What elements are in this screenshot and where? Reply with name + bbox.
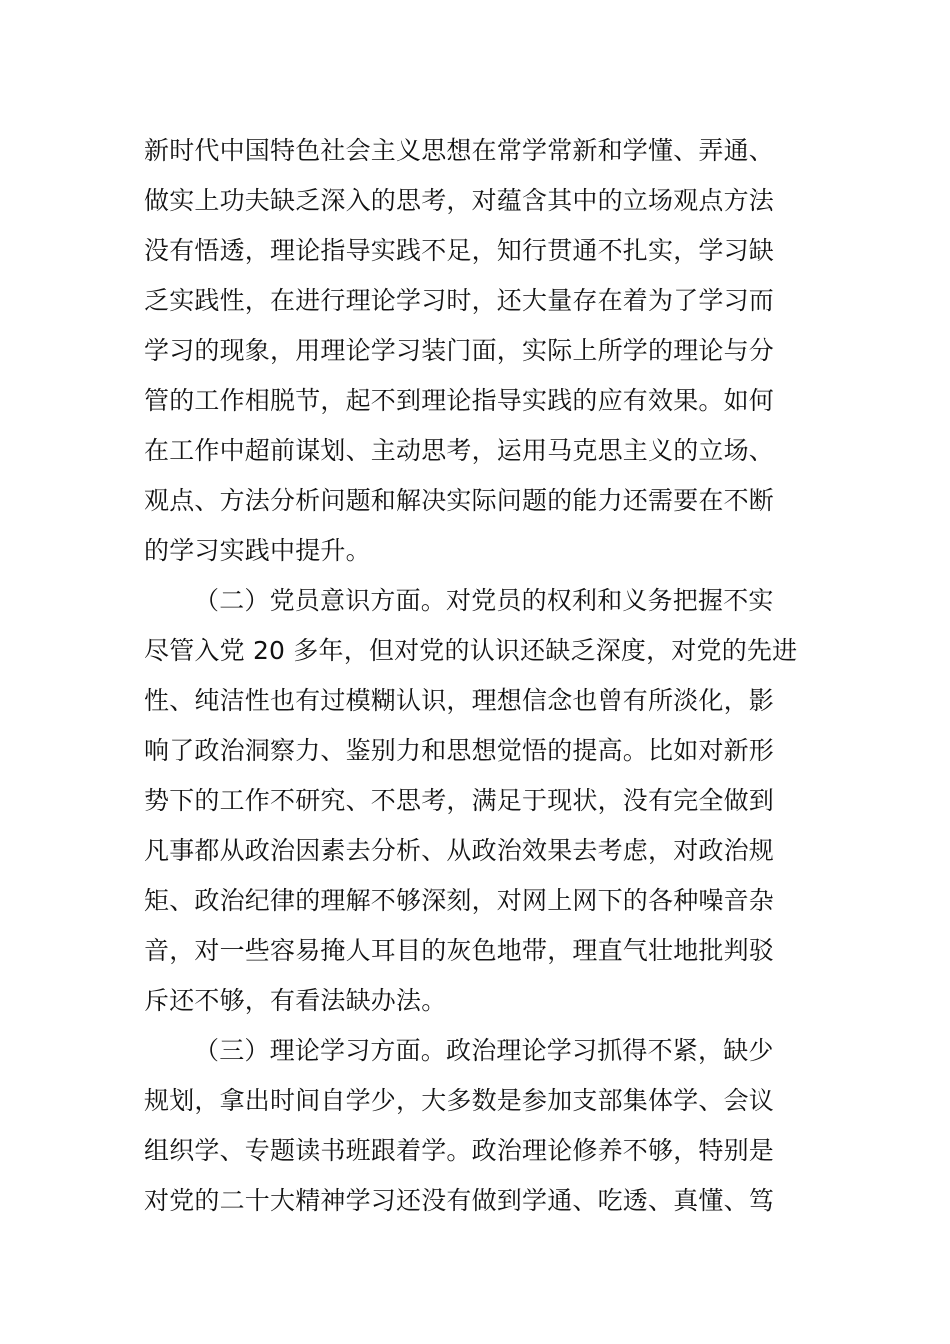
text-line: 观点、方法分析问题和解决实际问题的能力还需要在不断 — [144, 486, 775, 515]
text-line: 新时代中国特色社会主义思想在常学常新和学懂、弄通、 — [144, 136, 775, 165]
text-line: 尽管入党 20 多年，但对党的认识还缺乏深度，对党的先进 — [144, 636, 798, 665]
text-line: 在工作中超前谋划、主动思考，运用马克思主义的立场、 — [144, 436, 775, 465]
text-line: 势下的工作不研究、不思考，满足于现状，没有完全做到 — [144, 786, 775, 815]
text-line: 矩、政治纪律的理解不够深刻，对网上网下的各种噪音杂 — [144, 886, 775, 915]
text-line: 规划，拿出时间自学少，大多数是参加支部集体学、会议 — [144, 1086, 775, 1115]
text-line: 做实上功夫缺乏深入的思考，对蕴含其中的立场观点方法 — [144, 186, 775, 215]
text-line: 没有悟透，理论指导实践不足，知行贯通不扎实，学习缺 — [144, 236, 775, 265]
text-line: 管的工作相脱节，起不到理论指导实践的应有效果。如何 — [144, 386, 775, 415]
section-heading-line: （二）党员意识方面。对党员的权利和义务把握不实 — [194, 586, 774, 615]
text-line: 组织学、专题读书班跟着学。政治理论修养不够，特别是 — [144, 1136, 775, 1165]
text-line: 乏实践性，在进行理论学习时，还大量存在着为了学习而 — [144, 286, 775, 315]
text-line: 凡事都从政治因素去分析、从政治效果去考虑，对政治规 — [144, 836, 775, 865]
text-line: 斥还不够，有看法缺办法。 — [144, 986, 447, 1015]
text-line: 音，对一些容易掩人耳目的灰色地带，理直气壮地批判驳 — [144, 936, 775, 965]
text-line: 响了政治洞察力、鉴别力和思想觉悟的提高。比如对新形 — [144, 736, 775, 765]
text-line: 性、纯洁性也有过模糊认识，理想信念也曾有所淡化，影 — [144, 686, 775, 715]
text-line: 的学习实践中提升。 — [144, 536, 371, 565]
document-body — [144, 126, 808, 1226]
section-heading-line: （三）理论学习方面。政治理论学习抓得不紧，缺少 — [194, 1036, 774, 1065]
text-line: 学习的现象，用理论学习装门面，实际上所学的理论与分 — [144, 336, 775, 365]
text-line: 对党的二十大精神学习还没有做到学通、吃透、真懂、笃 — [144, 1186, 775, 1215]
